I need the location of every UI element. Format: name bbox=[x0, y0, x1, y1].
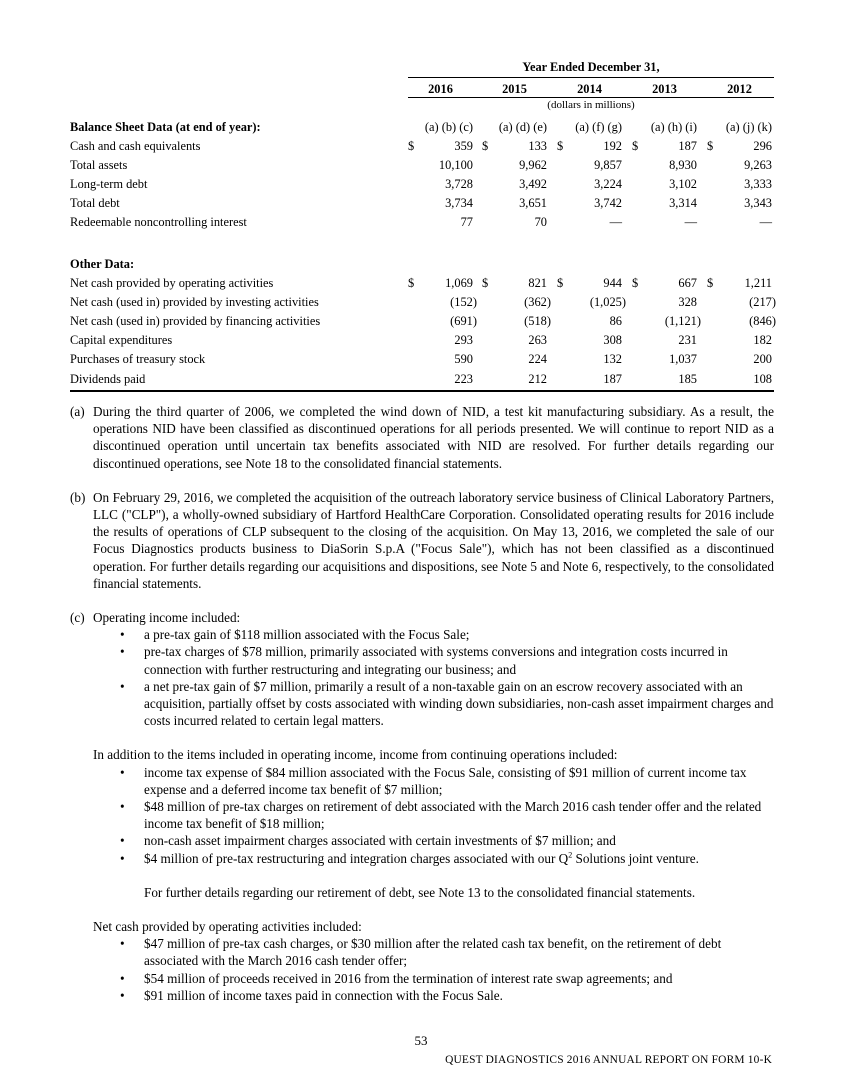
table-cell bbox=[707, 158, 772, 176]
table-row bbox=[70, 215, 774, 233]
cell-value: 1,037 bbox=[669, 352, 697, 367]
dollar-sign: $ bbox=[632, 275, 639, 290]
table-cell bbox=[632, 372, 697, 390]
table-cell bbox=[482, 196, 547, 214]
bullet-item bbox=[93, 798, 774, 832]
dollar-sign: $ bbox=[482, 138, 489, 153]
table-cell bbox=[557, 372, 622, 390]
bullet-text: non-cash asset impairment charges associated with certain investments of $7 million; and bbox=[144, 833, 616, 849]
cell-value: 293 bbox=[454, 333, 473, 348]
cell-value: (217) bbox=[749, 294, 776, 309]
bullet-icon: • bbox=[120, 644, 125, 660]
cell-value: 108 bbox=[753, 371, 772, 386]
bullet-text: $47 million of pre-tax cash charges, or $30 million after the related cash tax benefit, on the retirement of debt associated with the March 2016 cash tender offer; bbox=[144, 936, 722, 969]
cell-value: (518) bbox=[524, 313, 551, 328]
bullet-item bbox=[93, 626, 774, 643]
table-cell bbox=[557, 294, 626, 313]
bullet-icon: • bbox=[120, 799, 125, 815]
table-row bbox=[70, 333, 774, 351]
cell-value: 3,343 bbox=[744, 196, 772, 211]
footnote-text: During the third quarter of 2006, we completed the wind down of NID, a test kit manufacturing subsidiary. As a result, the operations NID have been classified as discontinued operations for all periods presented. We will continue to report NID as a discontinued operation until uncertain tax benefits associated with NID are resolved. For further details regarding our discontinued operations, see Note 18 to the consolidated financial statements. bbox=[93, 404, 774, 471]
bullet-text: Solutions joint venture. bbox=[572, 850, 699, 866]
bullet-item bbox=[93, 935, 774, 969]
table-row bbox=[70, 177, 774, 195]
row-label: Long-term debt bbox=[70, 176, 148, 191]
table-cell bbox=[632, 295, 697, 313]
cell-value: 223 bbox=[454, 371, 473, 386]
table-cell bbox=[632, 215, 697, 233]
cell-value: 3,224 bbox=[594, 176, 622, 191]
footnotes bbox=[70, 403, 774, 1004]
bullet-text: pre-tax charges of $78 million, primarily associated with systems conversions and integration costs incurred in connection with further restructuring and integrating our business; and bbox=[144, 644, 728, 677]
row-label: Cash and cash equivalents bbox=[70, 138, 201, 153]
bullet-list bbox=[93, 935, 774, 1004]
footnote-tag: (a) bbox=[70, 404, 85, 419]
row-label: Dividends paid bbox=[70, 371, 146, 386]
cell-value: 3,333 bbox=[744, 176, 772, 191]
table-cell bbox=[482, 294, 551, 313]
bullet-icon: • bbox=[120, 627, 125, 643]
table-cell bbox=[707, 294, 776, 313]
bullet-icon: • bbox=[120, 987, 125, 1003]
cell-value: — bbox=[609, 215, 622, 230]
note-refs: (a) (f) (g) bbox=[575, 120, 622, 134]
table-cell bbox=[408, 352, 473, 370]
cell-value: 3,314 bbox=[669, 196, 697, 211]
bullet-text: a net pre-tax gain of $7 million, primarily a result of a non-taxable gain on an escrow recovery associated with an acquisition, partially offset by costs associated with winding down subsidiaries, non-cash asset impairment charges and costs incurred related to certain legal matters. bbox=[144, 678, 774, 729]
table-row bbox=[70, 158, 774, 176]
table-cell bbox=[557, 333, 622, 351]
table-cell bbox=[408, 276, 473, 294]
cell-value: (1,121) bbox=[664, 313, 701, 328]
cell-value: (691) bbox=[450, 313, 477, 328]
note-refs: (a) (b) (c) bbox=[424, 120, 473, 134]
bullet-text: a pre-tax gain of $118 million associated with the Focus Sale; bbox=[144, 627, 470, 643]
table-cell bbox=[632, 333, 697, 351]
cell-value: 86 bbox=[609, 313, 622, 328]
cell-value: 185 bbox=[678, 371, 697, 386]
table-row bbox=[70, 352, 774, 370]
note-refs: (a) (d) (e) bbox=[498, 120, 547, 134]
cell-value: 821 bbox=[528, 275, 547, 290]
table-cell bbox=[707, 276, 772, 294]
table-cell bbox=[408, 313, 477, 332]
table-cell bbox=[408, 177, 473, 195]
cell-value: 263 bbox=[528, 333, 547, 348]
table-row bbox=[70, 314, 774, 332]
bullet-icon: • bbox=[120, 833, 125, 849]
table-cell bbox=[632, 158, 697, 176]
table-cell bbox=[557, 352, 622, 370]
cell-value: (152) bbox=[450, 294, 477, 309]
table-cell bbox=[482, 158, 547, 176]
cell-value: 192 bbox=[603, 138, 622, 153]
table-row bbox=[70, 372, 774, 390]
cell-value: 8,930 bbox=[669, 157, 697, 172]
cell-value: 3,492 bbox=[519, 176, 547, 191]
cell-value: 10,100 bbox=[438, 157, 473, 172]
table-bottom-rule bbox=[70, 390, 774, 392]
cell-value: 9,263 bbox=[744, 157, 772, 172]
table-row bbox=[70, 295, 774, 313]
table-cell bbox=[557, 276, 622, 294]
bullet-item bbox=[93, 987, 774, 1004]
cell-value: 944 bbox=[603, 275, 622, 290]
table-cell bbox=[557, 177, 622, 195]
row-label: Capital expenditures bbox=[70, 333, 173, 348]
bullet-item bbox=[93, 850, 774, 867]
table-cell bbox=[482, 139, 547, 157]
table-cell bbox=[408, 139, 473, 157]
dollar-sign: $ bbox=[707, 275, 714, 290]
footnote-c bbox=[70, 609, 774, 1004]
dollar-sign: $ bbox=[632, 138, 639, 153]
page-number: 53 bbox=[414, 1033, 428, 1048]
bullet-icon: • bbox=[120, 764, 125, 780]
table-row bbox=[70, 276, 774, 294]
table-cell bbox=[408, 333, 473, 351]
bullet-text: $54 million of proceeds received in 2016 from the termination of interest rate swap agreements; and bbox=[144, 970, 673, 986]
footnote-tag: (c) bbox=[70, 610, 85, 626]
cell-value: 3,728 bbox=[445, 176, 473, 191]
table-cell bbox=[707, 196, 772, 214]
table-cell bbox=[707, 372, 772, 390]
table-cell bbox=[408, 294, 477, 313]
footnote-text: Operating income included: bbox=[93, 610, 241, 626]
note-refs: (a) (h) (i) bbox=[650, 120, 697, 134]
cell-value: 590 bbox=[454, 352, 473, 367]
header-rule bbox=[408, 97, 774, 98]
units-caption: (dollars in millions) bbox=[547, 99, 635, 111]
cell-value: 9,857 bbox=[594, 157, 622, 172]
cell-value: (1,025) bbox=[589, 294, 626, 309]
table-cell bbox=[707, 177, 772, 195]
header-rule bbox=[408, 77, 774, 78]
footnote-text: In addition to the items included in operating income, income from continuing operations included: bbox=[93, 747, 618, 763]
row-label: Net cash (used in) provided by investing activities bbox=[70, 294, 319, 309]
cell-value: 200 bbox=[753, 352, 772, 367]
bullet-text: $91 million of income taxes paid in connection with the Focus Sale. bbox=[144, 987, 503, 1003]
year-header: 2016 bbox=[428, 82, 453, 96]
cell-value: 308 bbox=[603, 333, 622, 348]
note-refs: (a) (j) (k) bbox=[725, 120, 772, 134]
table-cell bbox=[707, 313, 776, 332]
table-cell bbox=[557, 196, 622, 214]
row-label: Net cash provided by operating activities bbox=[70, 275, 274, 290]
footnote-text: On February 29, 2016, we completed the acquisition of the outreach laboratory service business of Clinical Laboratory Partners, LLC ("CLP"), a wholly-owned subsidiary of Hartford HealthCare Corporation. Consolidated operating results for 2016 include the results of operations of CLP subsequent to the closing of the acquisition. On May 13, 2016, we completed the sale of our Focus Diagnostics products business to DiaSorin S.p.A ("Focus Sale"), which has not been classified as a discontinued operation. For further details regarding our acquisitions and dispositions, see Note 5 and Note 6, respectively, to the consolidated financial statements. bbox=[93, 489, 774, 591]
cell-value: 70 bbox=[534, 215, 547, 230]
table-cell bbox=[632, 352, 697, 370]
cell-value: 9,962 bbox=[519, 157, 547, 172]
year-header: 2014 bbox=[577, 82, 602, 96]
bullet-item bbox=[93, 643, 774, 677]
cell-value: 187 bbox=[603, 371, 622, 386]
cell-value: 182 bbox=[753, 333, 772, 348]
dollar-sign: $ bbox=[408, 138, 415, 153]
row-label: Purchases of treasury stock bbox=[70, 352, 206, 367]
table-cell bbox=[557, 158, 622, 176]
table-cell bbox=[707, 352, 772, 370]
table-cell bbox=[557, 139, 622, 157]
table-cell bbox=[707, 333, 772, 351]
table-cell bbox=[707, 139, 772, 157]
bullet-item bbox=[93, 832, 774, 849]
table-cell bbox=[482, 352, 547, 370]
table-cell bbox=[632, 276, 697, 294]
bullet-text: $4 million of pre-tax restructuring and integration charges associated with our Q bbox=[144, 850, 569, 866]
section-title: Balance Sheet Data (at end of year): bbox=[70, 120, 261, 134]
cell-value: 328 bbox=[678, 294, 697, 309]
cell-value: — bbox=[759, 215, 772, 230]
cell-value: 667 bbox=[678, 275, 697, 290]
table-row bbox=[70, 196, 774, 214]
dollar-sign: $ bbox=[557, 275, 564, 290]
table-cell bbox=[482, 313, 551, 332]
cell-value: 359 bbox=[454, 138, 473, 153]
bullet-item bbox=[93, 970, 774, 987]
balance-sheet-title-row bbox=[70, 120, 774, 138]
bullet-list bbox=[93, 626, 774, 729]
cell-value: — bbox=[684, 215, 697, 230]
table-cell bbox=[632, 196, 697, 214]
bullet-icon: • bbox=[120, 936, 125, 952]
cell-value: 296 bbox=[753, 138, 772, 153]
bullet-item bbox=[93, 764, 774, 798]
footnote-text: For further details regarding our retirement of debt, see Note 13 to the consolidated financial statements. bbox=[144, 884, 696, 900]
cell-value: 1,211 bbox=[744, 275, 772, 290]
year-header: 2015 bbox=[502, 82, 527, 96]
table-cell bbox=[408, 196, 473, 214]
table-cell bbox=[557, 314, 622, 332]
cell-value: 231 bbox=[678, 333, 697, 348]
year-header: 2012 bbox=[727, 82, 752, 96]
cell-value: 212 bbox=[528, 371, 547, 386]
table-cell bbox=[707, 215, 772, 233]
table-cell bbox=[482, 276, 547, 294]
table-row bbox=[70, 139, 774, 157]
cell-value: 187 bbox=[678, 138, 697, 153]
row-label: Net cash (used in) provided by financing activities bbox=[70, 313, 321, 328]
cell-value: 3,651 bbox=[519, 196, 547, 211]
cell-value: 133 bbox=[528, 138, 547, 153]
cell-value: (362) bbox=[524, 294, 551, 309]
table-cell bbox=[408, 158, 473, 176]
cell-value: 1,069 bbox=[445, 275, 473, 290]
row-label: Redeemable noncontrolling interest bbox=[70, 215, 247, 230]
year-header: 2013 bbox=[652, 82, 677, 96]
table-cell bbox=[482, 372, 547, 390]
row-label: Total debt bbox=[70, 196, 120, 211]
cell-value: 224 bbox=[528, 352, 547, 367]
footnote-tag: (b) bbox=[70, 489, 86, 505]
footnote-text: Net cash provided by operating activities included: bbox=[93, 919, 362, 935]
bullet-list bbox=[93, 764, 774, 867]
footnote-b bbox=[70, 489, 774, 592]
table-cell bbox=[408, 372, 473, 390]
table-cell bbox=[482, 177, 547, 195]
period-caption: Year Ended December 31, bbox=[522, 60, 660, 74]
table-cell bbox=[408, 215, 473, 233]
bullet-icon: • bbox=[120, 678, 125, 694]
cell-value: 132 bbox=[603, 352, 622, 367]
cell-value: 3,734 bbox=[445, 196, 473, 211]
footnote-a bbox=[70, 403, 774, 472]
cell-value: 77 bbox=[460, 215, 473, 230]
table-cell bbox=[632, 313, 701, 332]
table-cell bbox=[482, 215, 547, 233]
cell-value: 3,102 bbox=[669, 176, 697, 191]
bullet-text: $48 million of pre-tax charges on retirement of debt associated with the March 2016 cash tender offer and the related income tax benefit of $18 million; bbox=[144, 799, 762, 832]
table-cell bbox=[557, 215, 622, 233]
page-footer: QUEST DIAGNOSTICS 2016 ANNUAL REPORT ON FORM 10-K bbox=[445, 1054, 772, 1066]
dollar-sign: $ bbox=[408, 275, 415, 290]
row-label: Total assets bbox=[70, 157, 128, 172]
year-header-row bbox=[408, 82, 774, 98]
other-data-title-row bbox=[70, 257, 774, 275]
bullet-text: income tax expense of $84 million associated with the Focus Sale, consisting of $91 million of current income tax expense and a deferred income tax benefit of $7 million; bbox=[144, 764, 747, 797]
bullet-icon: • bbox=[120, 850, 125, 866]
cell-value: (846) bbox=[749, 313, 776, 328]
section-title: Other Data: bbox=[70, 257, 135, 271]
cell-value: 3,742 bbox=[594, 196, 622, 211]
bullet-item bbox=[93, 678, 774, 730]
dollar-sign: $ bbox=[482, 275, 489, 290]
superscript: 2 bbox=[568, 850, 573, 860]
table-cell bbox=[632, 177, 697, 195]
table-cell bbox=[482, 333, 547, 351]
dollar-sign: $ bbox=[557, 138, 564, 153]
bullet-icon: • bbox=[120, 970, 125, 986]
table-cell bbox=[632, 139, 697, 157]
dollar-sign: $ bbox=[707, 138, 714, 153]
